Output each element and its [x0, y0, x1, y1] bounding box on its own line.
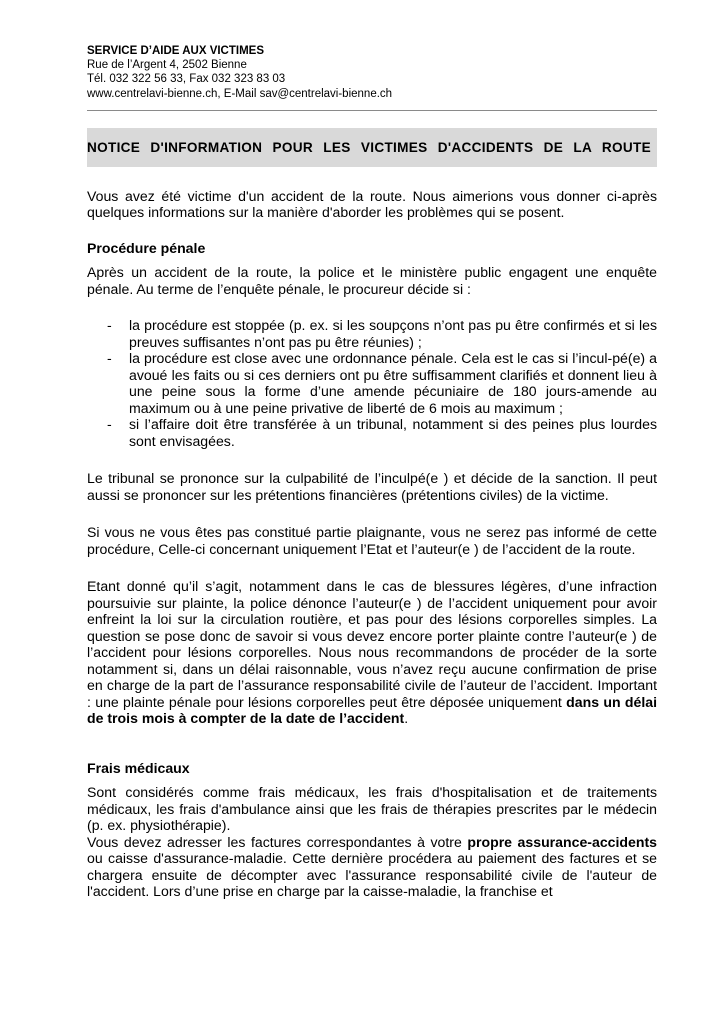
insurance-emphasis: propre assurance-accidents [467, 833, 658, 850]
document-title: NOTICE D'INFORMATION POUR LES VICTIMES D'ACCIDENTS DE LA ROUTE [87, 128, 657, 167]
penal-paragraph-1: Après un accident de la route, la police et le ministère public engagent une enquête pénale. Au terme de l’enquête pénale, le procureur décide si : [87, 264, 657, 297]
intro-paragraph: Vous avez été victime d'un accident de la route. Nous aimerions vous donner ci-après quelques informations sur la manière d'aborder les problèmes qui se posent. [87, 187, 657, 221]
bullet-dash: - [107, 317, 112, 334]
list-item [87, 416, 657, 449]
medical-paragraph-2-text-a: Vous devez adresser les factures correspondantes à votre [87, 833, 468, 850]
list-item [87, 350, 657, 416]
list-item-text: la procédure est stoppée (p. ex. si les soupçons n’ont pas pu être confirmés et si les preuves suffisantes n’ont pas pu être réunies) ; [129, 317, 657, 350]
section-heading-penal: Procédure pénale [87, 239, 206, 256]
list-item [87, 317, 657, 350]
organization-name: SERVICE D’AIDE AUX VICTIMES [87, 45, 265, 57]
section-heading-medical: Frais médicaux [87, 759, 190, 776]
penal-paragraph-3: Si vous ne vous êtes pas constitué partie plaignante, vous ne serez pas informé de cette procédure, Celle-ci concernant uniquement l’Etat et l’auteur(e ) de l’accident de la route. [87, 524, 657, 557]
organization-phone-fax: Tél. 032 322 56 33, Fax 032 323 83 03 [87, 73, 286, 86]
organization-web-email: www.centrelavi-bienne.ch, E-Mail sav@centrelavi-bienne.ch [87, 87, 393, 100]
header-divider [87, 110, 657, 111]
penal-paragraph-4-end: . [404, 710, 409, 727]
bullet-dash: - [107, 416, 112, 433]
bullet-dash: - [107, 350, 112, 367]
organization-address: Rue de l’Argent 4, 2502 Bienne [87, 59, 247, 72]
list-item-text: la procédure est close avec une ordonnance pénale. Cela est le cas si l’incul-pé(e) a avoué les faits ou si ces derniers ont pu être suffisamment clarifiés et donnent lieu à une peine sous la forme d’une amende pécuniaire de 180 jours-amende au maximum ou à une peine privative de liberté de 6 mois au maximum ; [129, 350, 657, 416]
document-page [87, 44, 657, 900]
medical-paragraph-2-text-b: ou caisse d'assurance-maladie. Cette dernière procédera au paiement des factures et se chargera ensuite de décompter avec l'assurance responsabilité civile de l'auteur de l'accident. Lors d’une prise en charge par la caisse-maladie, la franchise et [87, 850, 657, 900]
letterhead [87, 44, 657, 101]
complaint-deadline-emphasis: dans un délai de trois mois à compter de la date de l’accident [87, 693, 658, 727]
medical-paragraph-2 [87, 834, 657, 900]
penal-paragraph-2: Le tribunal se prononce sur la culpabilité de l’inculpé(e ) et décide de la sanction. Il peut aussi se prononcer sur les prétentions financières (prétentions civiles) de la victime. [87, 470, 657, 503]
list-item-text: si l’affaire doit être transférée à un tribunal, notamment si des peines plus lourdes sont envisagées. [129, 416, 657, 449]
penal-paragraph-4 [87, 578, 657, 727]
medical-paragraph-1: Sont considérés comme frais médicaux, les frais d'hospitalisation et de traitements médicaux, les frais d'ambulance ainsi que les frais de thérapies prescrites par le médecin (p. ex. physiothérapie). [87, 784, 657, 834]
penal-paragraph-4-text: Etant donné qu’il s’agit, notamment dans le cas de blessures légères, d’une infraction poursuivie sur plainte, la police dénonce l’auteur(e ) de l’accident uniquement pour avoir enfreint la loi sur la circulation routière, et pas pour des lésions corporelles simples. La question se pose donc de savoir si vous devez encore porter plainte contre l’auteur(e ) de l’accident pour lésions corporelles. Nous nous recommandons de procéder de la sorte notamment si, dans un délai raisonnable, vous n’avez reçu aucune confirmation de prise en charge de la part de l’assurance responsabilité civile de l’auteur de l’accident. Important : une plainte pénale pour lésions corporelles peut être déposée uniquement [87, 578, 657, 710]
penal-outcomes-list [87, 317, 657, 449]
